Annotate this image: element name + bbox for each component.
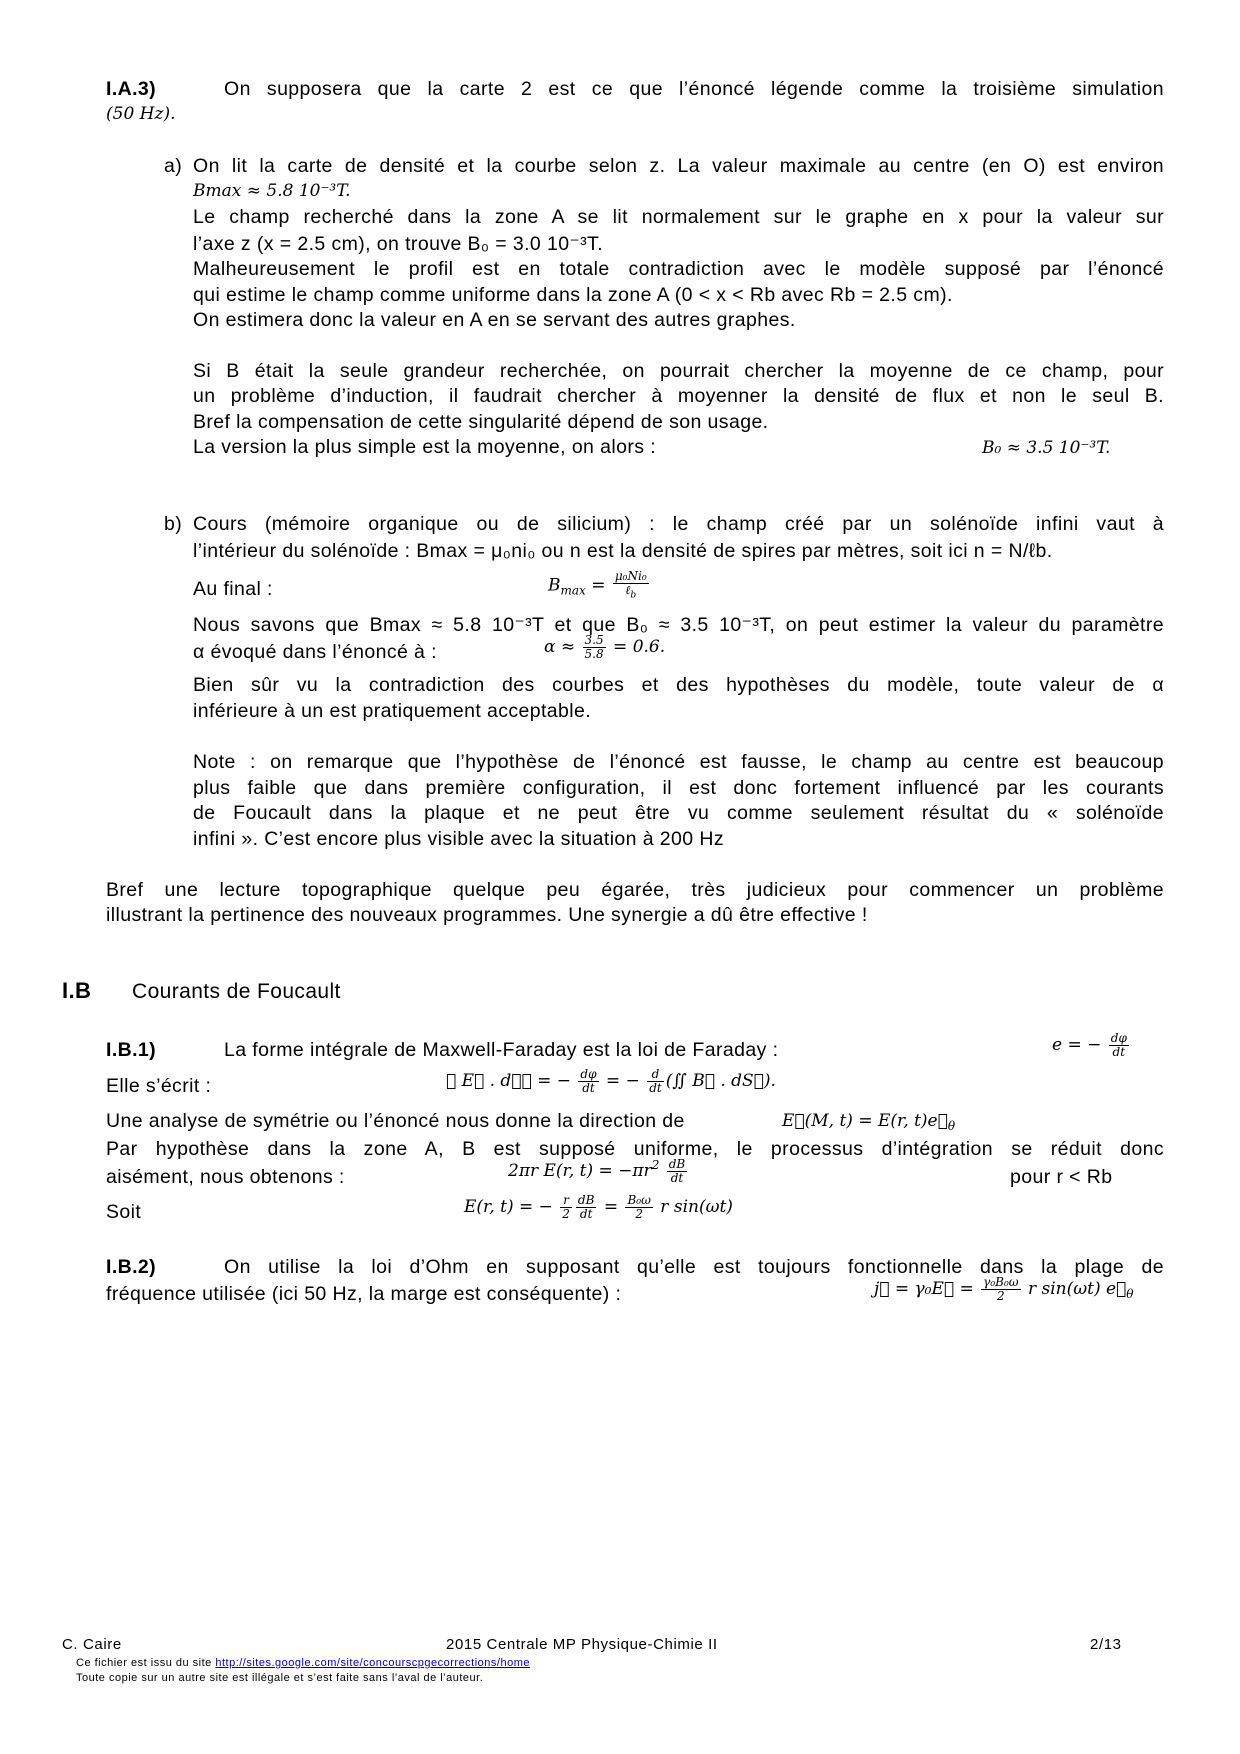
a-line9: un problème d’induction, il faudrait chercher à moyenner la densité de flux et non le seul B.	[193, 385, 1164, 407]
ib1-soit: Soit	[106, 1201, 142, 1223]
item-b-marker: b)	[164, 513, 183, 535]
ib1-formula-circulation: ∮ E⃗ . dℓ⃗ = − $\frac{d\varphi}{dt}$ = − $\frac{d}{dt}$ (∬ B⃗ . dS⃗).	[446, 1067, 776, 1095]
b-line2: l’intérieur du solénoïde : Bmax = μ₀ni₀ ou n est la densité de spires par mètres, soit ici n = N/ℓb.	[193, 540, 1053, 562]
section-label-ia3: I.A.3)	[106, 78, 157, 100]
a-line6: qui estime le champ comme uniforme dans la zone A (0 < x < Rb avec Rb = 2.5 cm).	[193, 284, 953, 306]
ia3-line2: (50 Hz).	[106, 104, 176, 124]
ib1-symetrie: Une analyse de symétrie ou l’énoncé nous donne la direction de	[106, 1110, 685, 1132]
footer-source-link[interactable]: http://sites.google.com/site/concourscpgecorrections/home	[215, 1657, 530, 1669]
a-line11: La version la plus simple est la moyenne, on alors :	[193, 436, 657, 458]
a-line4: l’axe z (x = 2.5 cm), on trouve B₀ = 3.0 10⁻³T.	[193, 233, 604, 255]
bref-line2: illustrant la pertinence des nouveaux programmes. Une synergie a dû être effective !	[106, 904, 868, 926]
a-line3: Le champ recherché dans la zone A se lit normalement sur le graphe en x pour la valeur sur	[193, 206, 1164, 228]
footer-author: C. Caire	[62, 1636, 122, 1653]
ib2-line2: fréquence utilisée (ici 50 Hz, la marge est conséquente) :	[106, 1283, 622, 1305]
note-line2: plus faible que dans première configuration, il est donc fortement influencé par les courants	[193, 777, 1164, 799]
ib1-formula-integration: 2πr E(r, $t) = -\pi r^2$ $\frac{dB}{dt}$	[508, 1157, 686, 1185]
a-result-b0: B₀ ≈ 3.5 10⁻³T.	[982, 438, 1111, 458]
footer-source	[76, 1657, 530, 1669]
b-line1: Cours (mémoire organique ou de silicium) : le champ créé par un solénoïde infini vaut à	[193, 513, 1164, 535]
b-line5: α évoqué dans l’énoncé à :	[193, 641, 437, 663]
note-line4: infini ». C’est encore plus visible avec la situation à 200 Hz	[193, 828, 724, 850]
note-line1: Note : on remarque que l’hypothèse de l’énoncé est fausse, le champ au centre est beaucoup	[193, 751, 1164, 773]
a-line7: On estimera donc la valeur en A en se servant des autres graphes.	[193, 309, 796, 331]
ib1-elle: Elle s’écrit :	[106, 1075, 212, 1097]
footer-notice: Toute copie sur un autre site est illégale et s’est faite sans l’aval de l’auteur.	[76, 1672, 484, 1684]
ib2-formula-ohm: j⃗ = γ₀E⃗ = $\frac{\text{γ₀B₀ω}}{2}$ r sin(ωt) $e⃗_\theta$	[874, 1275, 1134, 1303]
note-line3: de Foucault dans la plaque et ne peut être vu comme seulement résultat du « solénoïde	[193, 802, 1164, 824]
footer-page-number: 2/13	[1090, 1636, 1122, 1653]
a-line10: Bref la compensation de cette singularité dépend de son usage.	[193, 411, 769, 433]
ib1-pour: pour r < Rb	[1010, 1166, 1113, 1188]
b-formula-bmax: $B_{max}$ = $\frac{\text{μ₀Ni₀}}{\ell_b}$	[548, 569, 647, 601]
section-label-ib1: I.B.1)	[106, 1039, 157, 1061]
ib1-text: La forme intégrale de Maxwell-Faraday est la loi de Faraday :	[224, 1039, 779, 1061]
b-au-final: Au final :	[193, 578, 273, 600]
section-label-ib: I.B	[62, 978, 92, 1003]
ia3-line1: On supposera que la carte 2 est ce que l’énoncé légende comme la troisième simulation	[224, 78, 1164, 100]
a-line2-bmax: Bmax ≈ 5.8 10⁻³T.	[193, 181, 351, 201]
item-a-marker: a)	[164, 155, 183, 177]
ib1-hyp1: Par hypothèse dans la zone A, B est supposé uniforme, le processus d’intégration se réduit donc	[106, 1138, 1164, 1160]
b-line7: inférieure à un est pratiquement acceptable.	[193, 700, 592, 722]
ib1-formula-e: e = − $\frac{d\varphi}{dt}$	[1052, 1031, 1127, 1059]
b-line4: Nous savons que Bmax ≈ 5.8 10⁻³T et que B₀ ≈ 3.5 10⁻³T, on peut estimer la valeur du paramètre	[193, 614, 1164, 636]
bref-line1: Bref une lecture topographique quelque peu égarée, très judicieux pour commencer un problème	[106, 879, 1164, 901]
section-label-ib2: I.B.2)	[106, 1256, 157, 1278]
ib1-formula-E: E(r, t) = − $\frac{r}{2}$ $\frac{dB}{dt}$ = $\frac{\text{B₀ω}}{2}$ r sin(ωt)	[464, 1193, 733, 1221]
footer-source-prefix: Ce fichier est issu du site	[76, 1657, 212, 1669]
ib1-formula-direction: E⃗(M, t) = E(r, $t)e⃗_\theta$	[782, 1111, 956, 1133]
section-title-ib: Courants de Foucault	[132, 980, 341, 1003]
footer-title: 2015 Centrale MP Physique-Chimie II	[446, 1636, 718, 1653]
a-line5: Malheureusement le profil est en totale contradiction avec le modèle supposé par l’énoncé	[193, 258, 1164, 280]
b-formula-alpha: α ≈ $\frac{3.5}{5.8}$ = 0.6.	[544, 633, 666, 661]
a-line1: On lit la carte de densité et la courbe selon z. La valeur maximale au centre (en O) est environ	[193, 155, 1164, 177]
a-line8: Si B était la seule grandeur recherchée, on pourrait chercher la moyenne de ce champ, pour	[193, 360, 1164, 382]
ib1-hyp2: aisément, nous obtenons :	[106, 1166, 345, 1188]
ib2-line1: On utilise la loi d’Ohm en supposant qu’elle est toujours fonctionnelle dans la plage de	[224, 1256, 1164, 1278]
b-line6: Bien sûr vu la contradiction des courbes et des hypothèses du modèle, toute valeur de α	[193, 674, 1164, 696]
